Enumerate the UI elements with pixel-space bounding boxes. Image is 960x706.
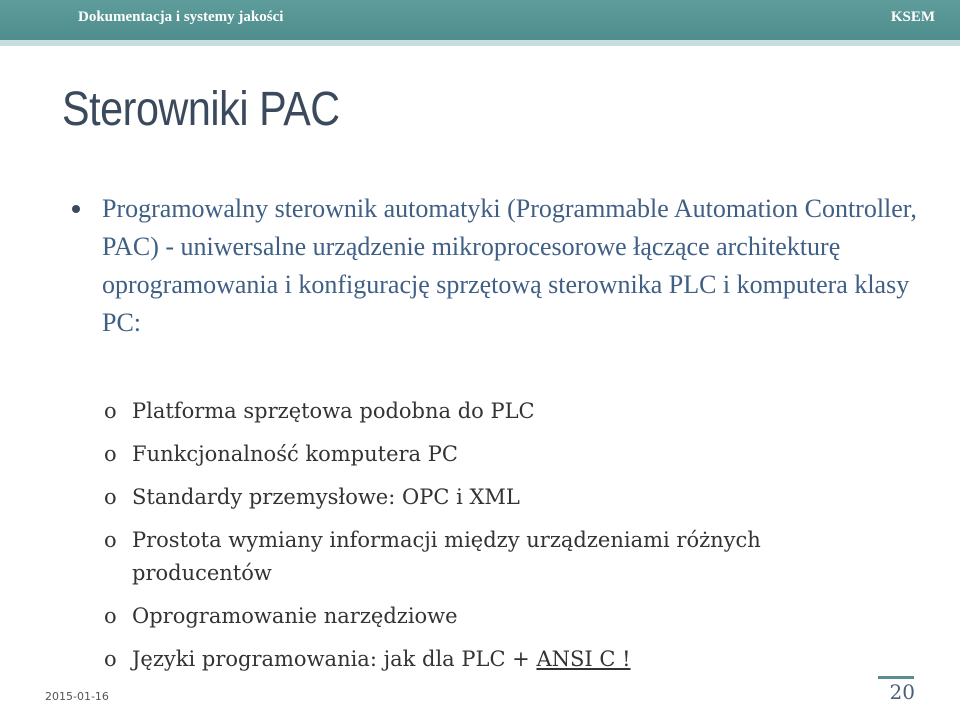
sub-item xyxy=(104,524,844,590)
sub-item-text: Funkcjonalność komputera PC xyxy=(132,442,458,466)
ansi-c-link[interactable]: ANSI C ! xyxy=(536,647,631,671)
header-bar xyxy=(0,0,960,40)
sub-bullet-marker: o xyxy=(104,442,117,466)
sub-item xyxy=(104,438,458,471)
sub-item xyxy=(104,643,631,676)
sub-item-text: Standardy przemysłowe: OPC i XML xyxy=(132,485,520,509)
sub-bullet-marker: o xyxy=(104,399,117,423)
sub-item-text: Platforma sprzętowa podobna do PLC xyxy=(132,399,535,423)
header-right-text: KSEM xyxy=(890,9,935,25)
sub-item xyxy=(104,481,520,514)
sub-bullet-marker: o xyxy=(104,485,117,509)
bullet-dot-icon xyxy=(72,205,80,213)
header-divider xyxy=(0,40,960,46)
sub-item-text: Prostota wymiany informacji między urządzeniami różnych producentów xyxy=(132,528,761,585)
footer-date: 2015-01-16 xyxy=(45,690,109,703)
main-bullet-text: Programowalny sterownik automatyki (Programmable Automation Controller, PAC) - uniwersalne urządzenie mikroprocesorowe łączące architekturę oprogramowania i konfigurację sprzętową sterownika PLC i komputera klasy PC: xyxy=(102,194,917,337)
sub-bullet-marker: o xyxy=(104,647,117,671)
sub-item-text-last xyxy=(132,643,631,676)
page-number: 20 xyxy=(889,680,915,704)
sub-bullet-marker: o xyxy=(104,528,117,552)
sub-item xyxy=(104,600,458,633)
last-item-prefix: Języki programowania: jak dla PLC + xyxy=(132,647,537,671)
header-left-text: Dokumentacja i systemy jakości xyxy=(78,9,284,25)
sub-item xyxy=(104,395,535,428)
slide-title: Sterowniki PAC xyxy=(62,83,340,136)
page-number-divider xyxy=(878,676,914,679)
sub-item-text: Oprogramowanie narzędziowe xyxy=(132,604,458,628)
sub-bullet-marker: o xyxy=(104,604,117,628)
